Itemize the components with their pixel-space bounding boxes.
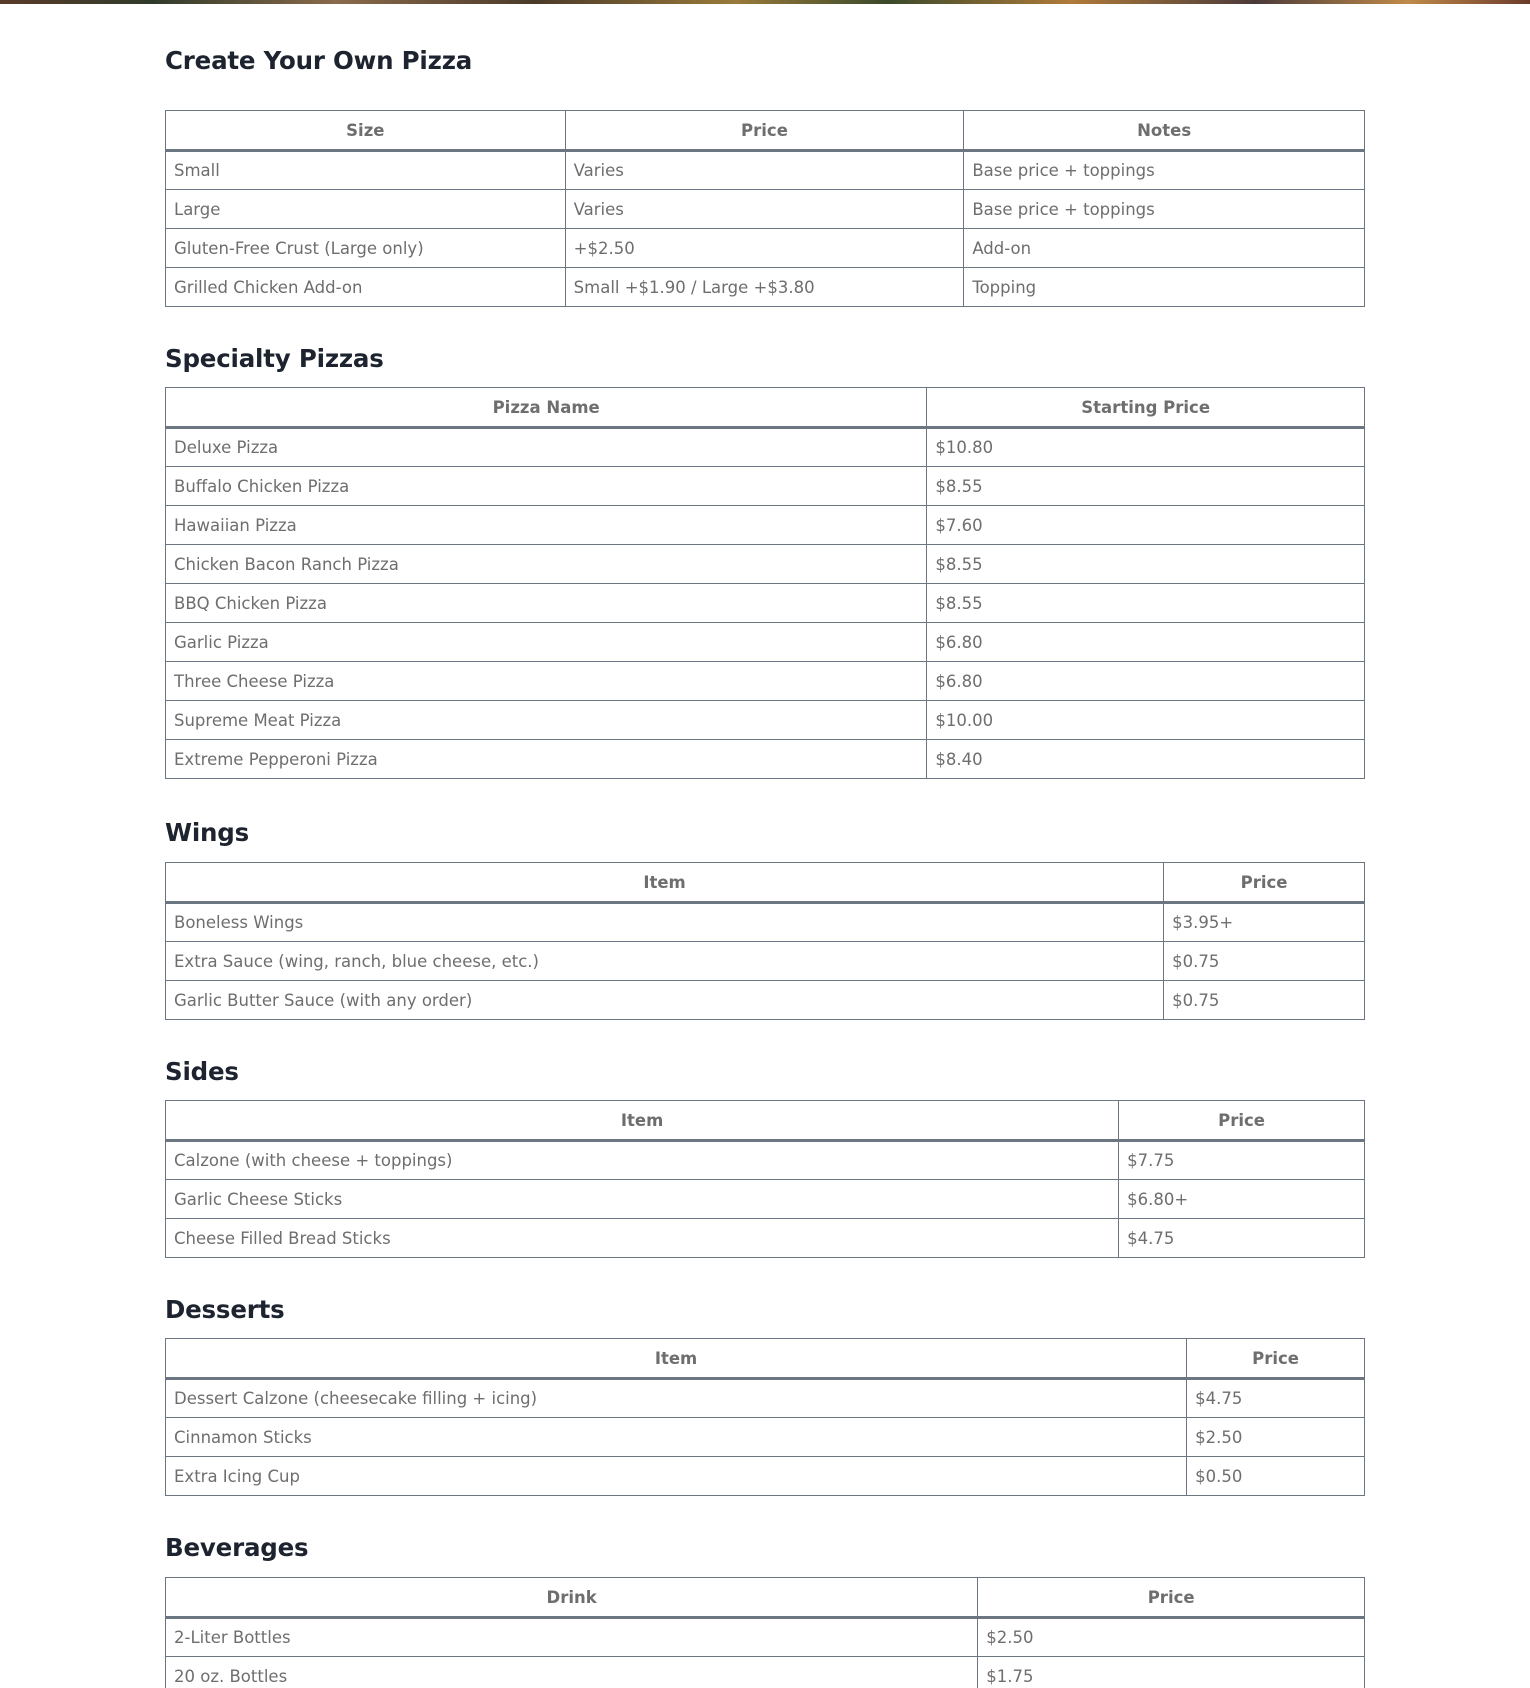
table-cell: $4.75 [1187,1379,1365,1418]
table-cell: Base price + toppings [964,190,1365,229]
table-desserts [165,1338,1365,1496]
table-cell: $2.50 [1187,1418,1365,1457]
section-beverages [165,1533,1365,1563]
table-cell: BBQ Chicken Pizza [166,584,927,623]
table-cell: $8.55 [927,545,1365,584]
column-header: Price [1187,1339,1365,1379]
table-row [166,1141,1365,1180]
column-header: Price [978,1578,1365,1618]
table-cell: $6.80+ [1119,1180,1365,1219]
table-row [166,662,1365,701]
table-header-row [166,388,1365,428]
table-row [166,1379,1365,1418]
table-cell: $10.80 [927,428,1365,467]
table-cell: Base price + toppings [964,151,1365,190]
table-row [166,1219,1365,1258]
section-title: Specialty Pizzas [165,344,384,373]
table-cell: Chicken Bacon Ranch Pizza [166,545,927,584]
table-row [166,981,1365,1020]
column-header: Size [166,111,566,151]
table-cell: Deluxe Pizza [166,428,927,467]
section-sides [165,1057,1365,1087]
table-row [166,1418,1365,1457]
table-cell: Small [166,151,566,190]
table-cell: Add-on [964,229,1365,268]
table-row [166,584,1365,623]
section-desserts [165,1295,1365,1325]
table-cell: $8.40 [927,740,1365,779]
table-cell: $6.80 [927,662,1365,701]
table-cell: $1.75 [978,1657,1365,1688]
table-cell: $3.95+ [1164,903,1365,942]
price-table [165,862,1365,1020]
table-row [166,942,1365,981]
section-title: Sides [165,1057,239,1086]
price-table [165,1338,1365,1496]
table-cell: $0.75 [1164,942,1365,981]
price-table [165,387,1365,779]
table-cell: Gluten-Free Crust (Large only) [166,229,566,268]
table-cell: Extreme Pepperoni Pizza [166,740,927,779]
column-header: Price [565,111,964,151]
table-cell: 20 oz. Bottles [166,1657,978,1688]
table-sides [165,1100,1365,1258]
table-cell: Extra Sauce (wing, ranch, blue cheese, etc.) [166,942,1164,981]
table-cell: Cinnamon Sticks [166,1418,1187,1457]
column-header: Item [166,1339,1187,1379]
section-specialty-pizzas [165,344,1365,374]
section-title: Beverages [165,1533,309,1562]
section-title: Desserts [165,1295,285,1324]
table-cell: $8.55 [927,584,1365,623]
table-row [166,1457,1365,1496]
table-beverages [165,1577,1365,1688]
table-specialty-pizzas [165,387,1365,779]
table-header-row [166,863,1365,903]
table-cell: Garlic Cheese Sticks [166,1180,1119,1219]
table-cell: Small +$1.90 / Large +$3.80 [565,268,964,307]
price-table [165,1577,1365,1688]
section-wings [165,818,1365,848]
table-cell: $8.55 [927,467,1365,506]
table-header-row [166,1578,1365,1618]
table-cell: $4.75 [1119,1219,1365,1258]
table-cell: Topping [964,268,1365,307]
table-cell: Buffalo Chicken Pizza [166,467,927,506]
column-header: Price [1164,863,1365,903]
table-cell: Garlic Pizza [166,623,927,662]
table-cell: Varies [565,151,964,190]
table-row [166,268,1365,307]
table-header-row [166,1339,1365,1379]
table-row [166,545,1365,584]
table-cell: Hawaiian Pizza [166,506,927,545]
table-cell: Calzone (with cheese + toppings) [166,1141,1119,1180]
table-cell: Extra Icing Cup [166,1457,1187,1496]
column-header: Item [166,1101,1119,1141]
column-header: Pizza Name [166,388,927,428]
column-header: Drink [166,1578,978,1618]
table-row [166,151,1365,190]
table-cell: Varies [565,190,964,229]
table-cell: $7.75 [1119,1141,1365,1180]
table-cell: $10.00 [927,701,1365,740]
table-cell: Grilled Chicken Add-on [166,268,566,307]
table-cell: Large [166,190,566,229]
table-cell: 2-Liter Bottles [166,1618,978,1657]
table-row [166,506,1365,545]
table-cell: $2.50 [978,1618,1365,1657]
section-title: Create Your Own Pizza [165,46,473,75]
table-row [166,467,1365,506]
table-row [166,903,1365,942]
table-cell: Garlic Butter Sauce (with any order) [166,981,1164,1020]
table-header-row [166,1101,1365,1141]
table-row [166,623,1365,662]
table-header-row [166,111,1365,151]
column-header: Price [1119,1101,1365,1141]
price-table [165,110,1365,307]
table-cell: $0.75 [1164,981,1365,1020]
table-wings [165,862,1365,1020]
table-row [166,701,1365,740]
table-row [166,229,1365,268]
hero-image-strip [0,0,1530,4]
column-header: Item [166,863,1164,903]
column-header: Starting Price [927,388,1365,428]
price-table [165,1100,1365,1258]
column-header: Notes [964,111,1365,151]
table-cell: $6.80 [927,623,1365,662]
table-row [166,740,1365,779]
table-row [166,1618,1365,1657]
table-cell: Dessert Calzone (cheesecake filling + icing) [166,1379,1187,1418]
table-cell: Cheese Filled Bread Sticks [166,1219,1119,1258]
table-cell: +$2.50 [565,229,964,268]
table-row [166,1657,1365,1688]
table-cell: Three Cheese Pizza [166,662,927,701]
table-cell: $0.50 [1187,1457,1365,1496]
table-row [166,428,1365,467]
table-create-your-own-pizza [165,110,1365,307]
section-title: Wings [165,818,249,847]
table-row [166,1180,1365,1219]
table-row [166,190,1365,229]
section-create-your-own-pizza [165,46,1365,76]
table-cell: Supreme Meat Pizza [166,701,927,740]
table-cell: Boneless Wings [166,903,1164,942]
table-cell: $7.60 [927,506,1365,545]
